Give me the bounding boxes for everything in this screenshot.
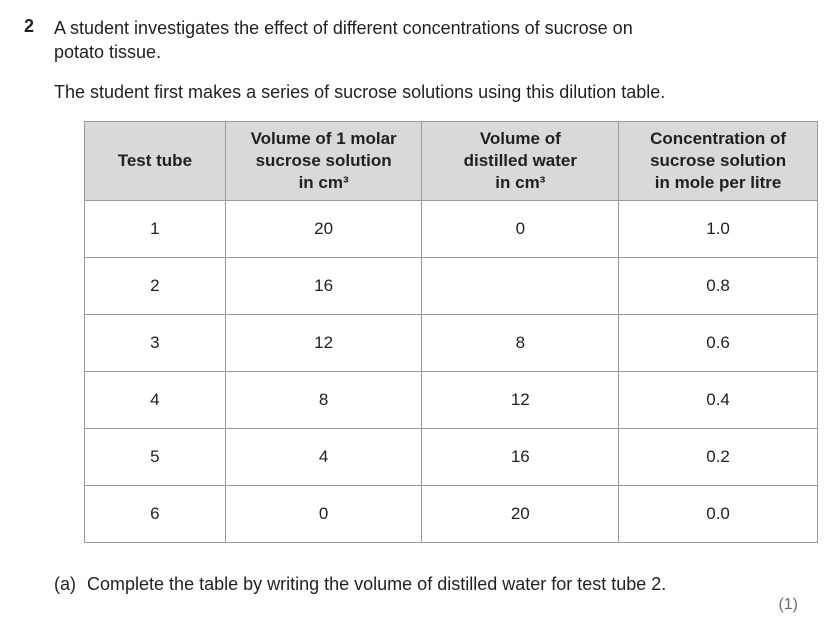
cell-volume-water: 20 xyxy=(422,486,619,543)
cell-test-tube: 3 xyxy=(85,315,226,372)
cell-volume-sucrose: 0 xyxy=(225,486,422,543)
table-header-row xyxy=(85,122,818,201)
cell-volume-sucrose: 4 xyxy=(225,429,422,486)
cell-test-tube: 6 xyxy=(85,486,226,543)
cell-volume-sucrose: 8 xyxy=(225,372,422,429)
header-line: distilled water xyxy=(463,151,577,170)
question-intro: The student first makes a series of sucrose solutions using this dilution table. xyxy=(54,82,666,102)
table-row xyxy=(85,315,818,372)
cell-concentration: 0.2 xyxy=(619,429,818,486)
part-a-text: Complete the table by writing the volume of distilled water for test tube 2. xyxy=(87,574,667,594)
marks-indicator: (1) xyxy=(778,596,798,613)
cell-test-tube: 2 xyxy=(85,258,226,315)
header-line: Test tube xyxy=(117,151,193,170)
cell-concentration: 0.6 xyxy=(619,315,818,372)
answer-cell-volume-water[interactable] xyxy=(422,258,619,315)
cell-volume-sucrose: 12 xyxy=(225,315,422,372)
table-row xyxy=(85,201,818,258)
question-stem-line: potato tissue. xyxy=(54,42,162,62)
cell-volume-water: 16 xyxy=(422,429,619,486)
cell-concentration: 0.0 xyxy=(619,486,818,543)
cell-concentration: 1.0 xyxy=(619,201,818,258)
header-volume-water xyxy=(422,122,619,201)
dilution-table xyxy=(84,121,818,543)
cell-volume-water: 8 xyxy=(422,315,619,372)
part-a-label: (a) xyxy=(54,574,76,594)
cell-volume-water: 12 xyxy=(422,372,619,429)
cell-concentration: 0.8 xyxy=(619,258,818,315)
header-volume-sucrose xyxy=(225,122,422,201)
header-line: in mole per litre xyxy=(654,173,782,192)
table-header xyxy=(85,122,818,201)
header-test-tube xyxy=(85,122,226,201)
table-row xyxy=(85,258,818,315)
cell-volume-water: 0 xyxy=(422,201,619,258)
question-stem-line: A student investigates the effect of different concentrations of sucrose on xyxy=(54,18,633,38)
question-number: 2 xyxy=(24,16,35,36)
header-line: sucrose solution xyxy=(255,151,392,170)
cell-test-tube: 1 xyxy=(85,201,226,258)
part-a-question xyxy=(54,572,666,596)
cell-test-tube: 4 xyxy=(85,372,226,429)
header-line: Volume of 1 molar xyxy=(250,129,397,148)
header-line: Concentration of xyxy=(650,129,787,148)
table-row xyxy=(85,486,818,543)
header-line: Volume of xyxy=(479,129,561,148)
table-row xyxy=(85,372,818,429)
cell-test-tube: 5 xyxy=(85,429,226,486)
header-line: in cm³ xyxy=(495,173,546,192)
table-row xyxy=(85,429,818,486)
cell-volume-sucrose: 16 xyxy=(225,258,422,315)
header-concentration xyxy=(619,122,818,201)
header-line: sucrose solution xyxy=(650,151,787,170)
question-stem xyxy=(54,16,754,64)
cell-volume-sucrose: 20 xyxy=(225,201,422,258)
cell-concentration: 0.4 xyxy=(619,372,818,429)
header-line: in cm³ xyxy=(298,173,349,192)
